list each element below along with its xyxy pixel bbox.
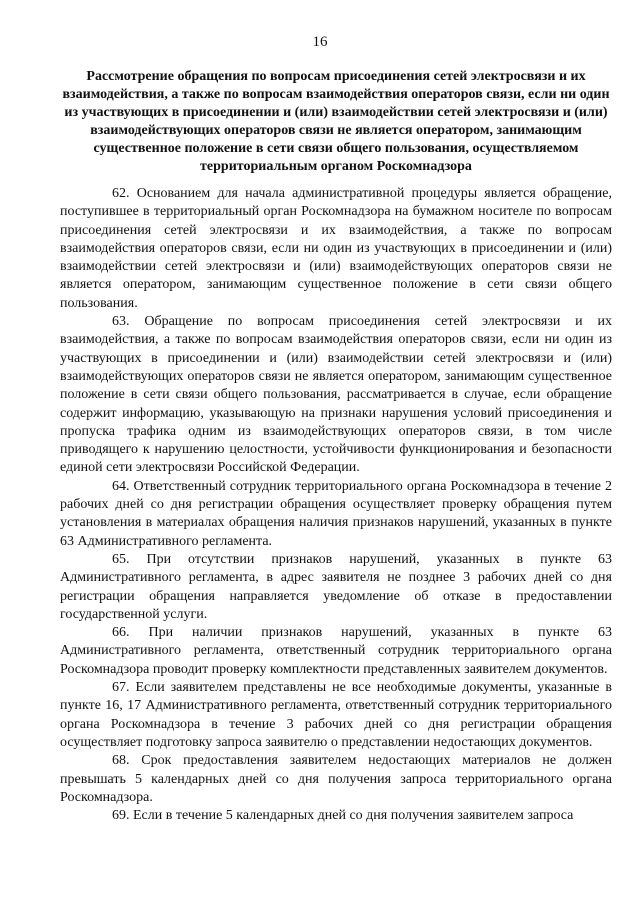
- section-title: Рассмотрение обращения по вопросам присоединения сетей электросвязи и их взаимодействия, а также по вопросам взаимодействия операторов связи, если ни один из участвующих в присоединении и (или) взаимодействии сетей электросвязи и (или) взаимодействующих операторов связи не является оператором, занимающим существенное положение в сети связи общего пользования, осуществляемом территориальным органом Роскомнадзора: [62, 69, 610, 174]
- paragraph-63: 63. Обращение по вопросам присоединения сетей электросвязи и их взаимодействия, а также по вопросам взаимодействия операторов связи, если ни один из участвующих в присоединении и (или) взаимодействии сетей электросвязи и (или) взаимодействующих операторов связи не является оператором, занимающим существенное положение в сети связи общего пользования, рассматривается в случае, если обращение содержит информацию, указывающую на признаки нарушения условий присоединения и пропуска трафика одним из взаимодействующих операторов связи, в том числе приводящего к нарушению целостности, устойчивости функционирования и безопасности единой сети электросвязи Российской Федерации.: [60, 314, 612, 476]
- page-number: 16: [312, 34, 328, 50]
- paragraph-69: 69. Если в течение 5 календарных дней со дня получения заявителем запроса: [112, 808, 574, 824]
- paragraph-65: 65. При отсутствии признаков нарушений, указанных в пункте 63 Административного регламента, в адрес заявителя не позднее 3 рабочих дней со дня регистрации обращения направляется уведомление об отказе в предоставлении государственной услуги.: [60, 551, 612, 622]
- document-body: [60, 185, 612, 825]
- paragraph-66: 66. При наличии признаков нарушений, указанных в пункте 63 Административного регламента, ответственный сотрудник территориального органа Роскомнадзора проводит проверку комплектности представленных заявителем документов.: [60, 625, 612, 677]
- paragraph-64: 64. Ответственный сотрудник территориального органа Роскомнадзора в течение 2 рабочих дней со дня регистрации обращения осуществляет проверку обращения путем установления в материалах обращения наличия признаков нарушений, указанных в пункте 63 Административного регламента.: [60, 478, 612, 549]
- paragraph-67: 67. Если заявителем представлены не все необходимые документы, указанные в пункте 16, 17 Административного регламента, ответственный сотрудник территориального органа Роскомнадзора в течение 3 рабочих дней со дня регистрации обращения осуществляет подготовку запроса заявителю о представлении недостающих документов.: [60, 680, 612, 750]
- paragraph-68: 68. Срок предоставления заявителем недостающих материалов не должен превышать 5 календарных дней со дня получения запроса территориального органа Роскомнадзора.: [60, 753, 612, 805]
- paragraph-62: 62. Основанием для начала административной процедуры является обращение, поступившее в территориальный орган Роскомнадзора на бумажном носителе по вопросам присоединения сетей электросвязи и их взаимодействия, а также по вопросам взаимодействия операторов связи, если ни один из участвующих в присоединении и (или) взаимодействии сетей электросвязи и (или) взаимодействующих операторов связи не является оператором, занимающим существенное положение в сети связи общего пользования.: [60, 186, 612, 311]
